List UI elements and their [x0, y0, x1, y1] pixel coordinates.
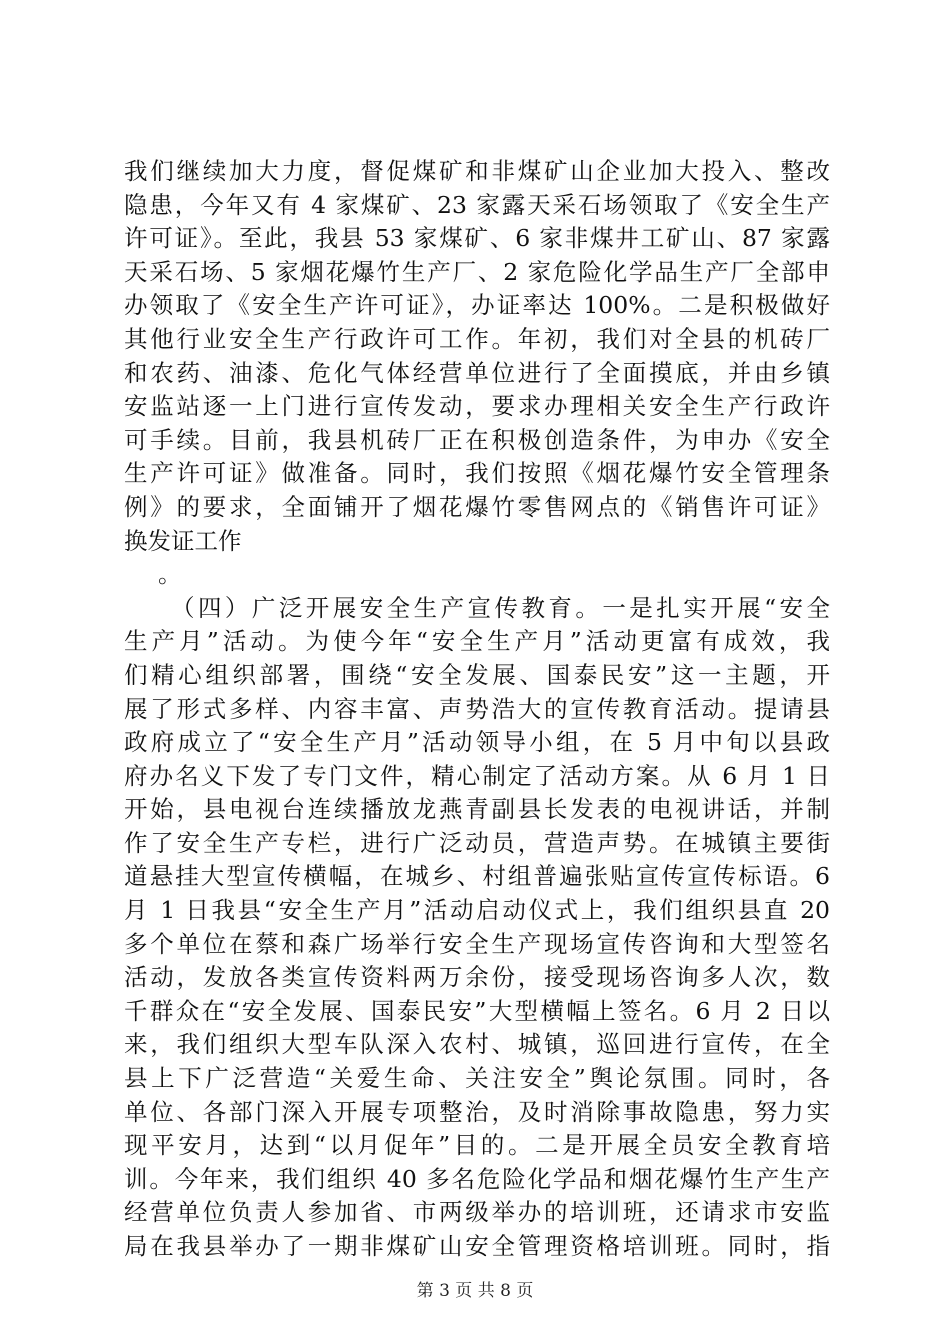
page-number-footer: 第 3 页 共 8 页 — [416, 1281, 534, 1301]
text-line: 天采石场、5 家烟花爆竹生产厂、2 家危险化学品生产厂全部申 — [124, 257, 830, 286]
text-line: 作了安全生产专栏，进行广泛动员，营造声势。在城镇主要街 — [124, 828, 830, 857]
section-heading-line: （四）广泛开展安全生产宣传教育。一是扎实开展“安全 — [171, 593, 830, 622]
text-line: 单位、各部门深入开展专项整治，及时消除事故隐患，努力实 — [124, 1097, 830, 1126]
text-line: 办领取了《安全生产许可证》，办证率达 100%。二是积极做好 — [124, 291, 830, 320]
text-line: 千群众在“安全发展、国泰民安”大型横幅上签名。6 月 2 日以 — [124, 996, 830, 1025]
text-line: 其他行业安全生产行政许可工作。年初，我们对全县的机砖厂 — [124, 324, 830, 353]
text-line: 活动，发放各类宣传资料两万余份，接受现场咨询多人次，数 — [124, 963, 830, 992]
text-line: 可手续。目前，我县机砖厂正在积极创造条件，为申办《安全 — [124, 425, 830, 454]
text-line: 展了形式多样、内容丰富、声势浩大的宣传教育活动。提请县 — [124, 694, 830, 723]
text-line: 局在我县举办了一期非煤矿山安全管理资格培训班。同时，指 — [124, 1232, 830, 1260]
text-line: 县上下广泛营造“关爱生命、关注安全”舆论氛围。同时，各 — [124, 1064, 830, 1093]
text-line: 隐患，今年又有 4 家煤矿、23 家露天采石场领取了《安全生产 — [124, 190, 830, 219]
text-line: 例》的要求，全面铺开了烟花爆竹零售网点的《销售许可证》 — [124, 492, 830, 521]
text-line: 许可证》。至此，我县 53 家煤矿、6 家非煤井工矿山、87 家露 — [124, 224, 830, 253]
text-line: 政府成立了“安全生产月”活动领导小组，在 5 月中旬以县政 — [124, 728, 830, 757]
text-line: 府办名义下发了专门文件，精心制定了活动方案。从 6 月 1 日 — [124, 761, 830, 790]
text-line: 开始，县电视台连续播放龙燕青副县长发表的电视讲话，并制 — [124, 795, 830, 824]
text-line-period: 。 — [158, 560, 182, 589]
text-line: 我们继续加大力度，督促煤矿和非煤矿山企业加大投入、整改 — [124, 157, 830, 185]
text-line: 训。今年来，我们组织 40 多名危险化学品和烟花爆竹生产生产 — [124, 1164, 830, 1193]
text-line: 安监站逐一上门进行宣传发动，要求办理相关安全生产行政许 — [124, 392, 830, 421]
text-line: 和农药、油漆、危化气体经营单位进行了全面摸底，并由乡镇 — [124, 358, 830, 387]
body-text — [124, 155, 830, 1264]
text-line: 们精心组织部署，围绕“安全发展、国泰民安”这一主题，开 — [124, 660, 830, 689]
text-line: 生产月”活动。为使今年“安全生产月”活动更富有成效，我 — [124, 627, 830, 656]
text-line: 换发证工作 — [124, 526, 242, 555]
text-line: 经营单位负责人参加省、市两级举办的培训班，还请求市安监 — [124, 1198, 830, 1227]
text-line: 月 1 日我县“安全生产月”活动启动仪式上，我们组织县直 20 — [124, 896, 830, 925]
text-line: 生产许可证》做准备。同时，我们按照《烟花爆竹安全管理条 — [124, 459, 830, 488]
text-line: 来，我们组织大型车队深入农村、城镇，巡回进行宣传，在全 — [124, 1030, 830, 1059]
text-line: 多个单位在蔡和森广场举行安全生产现场宣传咨询和大型签名 — [124, 929, 830, 958]
text-line: 道悬挂大型宣传横幅，在城乡、村组普遍张贴宣传宣传标语。6 — [124, 862, 830, 891]
text-line: 现平安月，达到“以月促年”目的。二是开展全员安全教育培 — [124, 1131, 830, 1160]
